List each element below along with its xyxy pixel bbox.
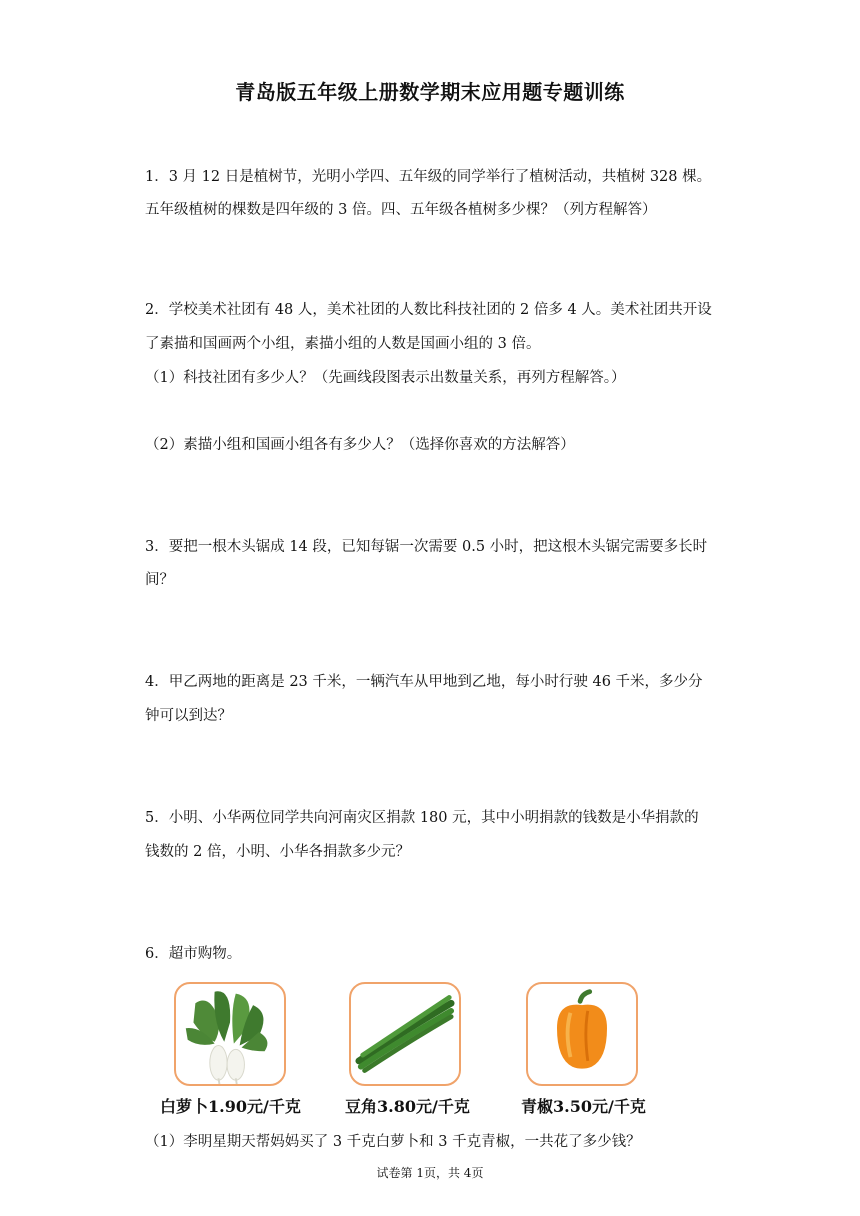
bell-pepper-icon <box>528 984 636 1084</box>
q2-sub-2: （2）素描小组和国画小组各有多少人？（选择你喜欢的方法解答） <box>145 437 575 453</box>
page-title: 青岛版五年级上册数学期末应用题专题训练 <box>235 80 625 104</box>
q6-line-1: 6．超市购物。 <box>145 946 242 962</box>
radish-icon <box>176 984 284 1084</box>
q4-line-1: 4．甲乙两地的距离是 23 千米，一辆汽车从甲地到乙地，每小时行驶 46 千米，多少分 <box>145 674 703 690</box>
q1-line-2: 五年级植树的棵数是四年级的 3 倍。四、五年级各植树多少棵？（列方程解答） <box>145 202 657 218</box>
q2-sub-1: （1）科技社团有多少人？（先画线段图表示出数量关系，再列方程解答。） <box>145 370 626 386</box>
q2-line-2: 了素描和国画两个小组，素描小组的人数是国画小组的 3 倍。 <box>145 336 541 352</box>
q5-line-2: 钱数的 2 倍，小明、小华各捐款多少元？ <box>145 844 410 860</box>
bell-pepper-price-label: 青椒3.50元/千克 <box>521 1097 646 1116</box>
q2-line-1: 2．学校美术社团有 48 人，美术社团的人数比科技社团的 2 倍多 4 人。美术社团共开设 <box>145 302 712 318</box>
page-footer: 试卷第 1页，共 4页 <box>376 1166 484 1180</box>
green-bean-card <box>349 982 461 1086</box>
radish-card <box>174 982 286 1086</box>
green-bean-icon <box>351 984 459 1084</box>
q3-line-2: 间？ <box>145 572 174 588</box>
q6-sub-1: （1）李明星期天帮妈妈买了 3 千克白萝卜和 3 千克青椒，一共花了多少钱？ <box>145 1134 641 1150</box>
q1-line-1: 1．3 月 12 日是植树节，光明小学四、五年级的同学举行了植树活动，共植树 328 棵。 <box>145 169 712 185</box>
bell-pepper-card <box>526 982 638 1086</box>
green-bean-price-label: 豆角3.80元/千克 <box>345 1097 470 1116</box>
q4-line-2: 钟可以到达？ <box>145 708 232 724</box>
radish-price-label: 白萝卜1.90元/千克 <box>160 1097 301 1116</box>
q5-line-1: 5．小明、小华两位同学共向河南灾区捐款 180 元，其中小明捐款的钱数是小华捐款的 <box>145 810 699 826</box>
q3-line-1: 3．要把一根木头锯成 14 段，已知每锯一次需要 0.5 小时，把这根木头锯完需要多长时 <box>145 539 708 555</box>
